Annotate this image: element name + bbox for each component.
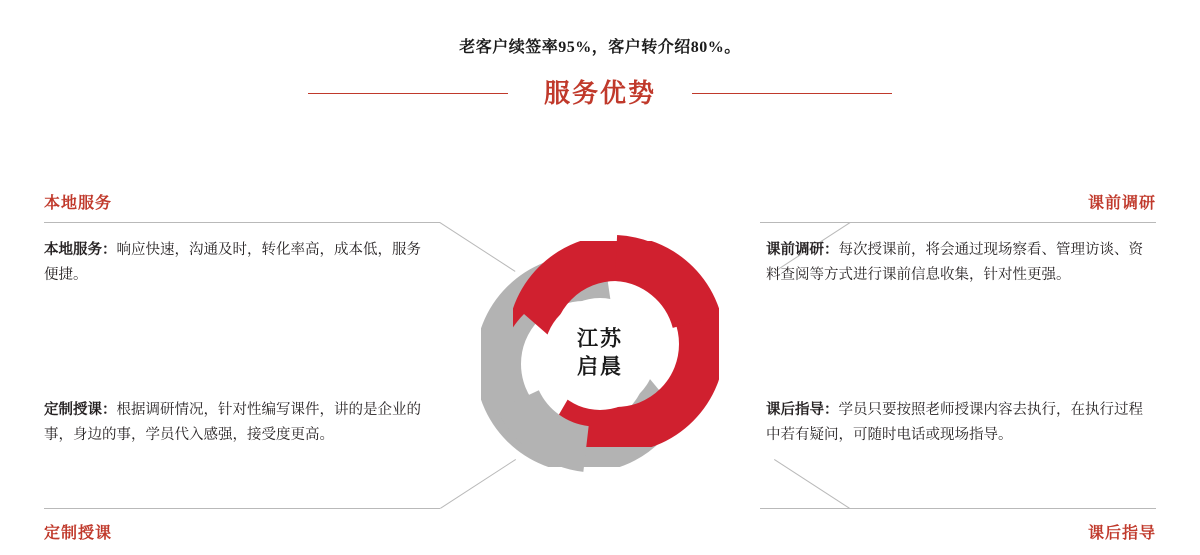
rings-svg — [466, 218, 734, 490]
section-heading — [0, 80, 1200, 106]
divider-bottom-left — [44, 508, 440, 509]
quadrant-lead-top-right: 课前调研： — [766, 242, 839, 258]
quadrant-body-bottom-left: 根据调研情况，针对性编写课件，讲的是企业的事，身边的事，学员代入感强，接受度更高。 — [44, 402, 421, 444]
quadrant-lead-bottom-left: 定制授课： — [44, 402, 117, 418]
quadrant-text-top-left — [44, 238, 434, 289]
divider-top-left — [44, 222, 440, 223]
quadrant-lead-top-left: 本地服务： — [44, 242, 117, 258]
quadrant-label-top-right: 课前调研 — [1087, 195, 1156, 212]
quadrant-body-bottom-right: 学员只要按照老师授课内容去执行，在执行过程中若有疑问，可随时电话或现场指导。 — [766, 402, 1143, 444]
heading-rule-left — [308, 93, 508, 94]
quadrant-label-bottom-left: 定制授课 — [44, 525, 113, 542]
quadrant-text-bottom-left — [44, 398, 434, 449]
quadrant-body-top-left: 响应快速，沟通及时，转化率高，成本低，服务便捷。 — [44, 242, 421, 284]
connector-bottom-right — [774, 459, 850, 509]
center-brand-line1: 江苏 — [577, 327, 623, 351]
section-title: 服务优势 — [543, 78, 656, 108]
quadrant-label-top-left: 本地服务 — [44, 195, 113, 212]
center-brand-line2: 启晨 — [577, 356, 623, 379]
quadrant-text-top-right — [766, 238, 1156, 289]
divider-bottom-right — [760, 508, 1156, 509]
quadrant-text-bottom-right — [766, 398, 1156, 449]
quadrant-lead-bottom-right: 课后指导： — [766, 402, 839, 418]
interlocking-rings-graphic — [466, 218, 734, 490]
tagline: 老客户续签率95%，客户转介绍80%。 — [459, 39, 741, 56]
quadrant-body-top-right: 每次授课前，将会通过现场察看、管理访谈、资料查阅等方式进行课前信息收集，针对性更强。 — [766, 242, 1143, 284]
divider-top-right — [760, 222, 1156, 223]
ring-center-hole — [544, 298, 656, 410]
heading-rule-right — [692, 93, 892, 94]
quadrant-label-bottom-right: 课后指导 — [1087, 525, 1156, 542]
